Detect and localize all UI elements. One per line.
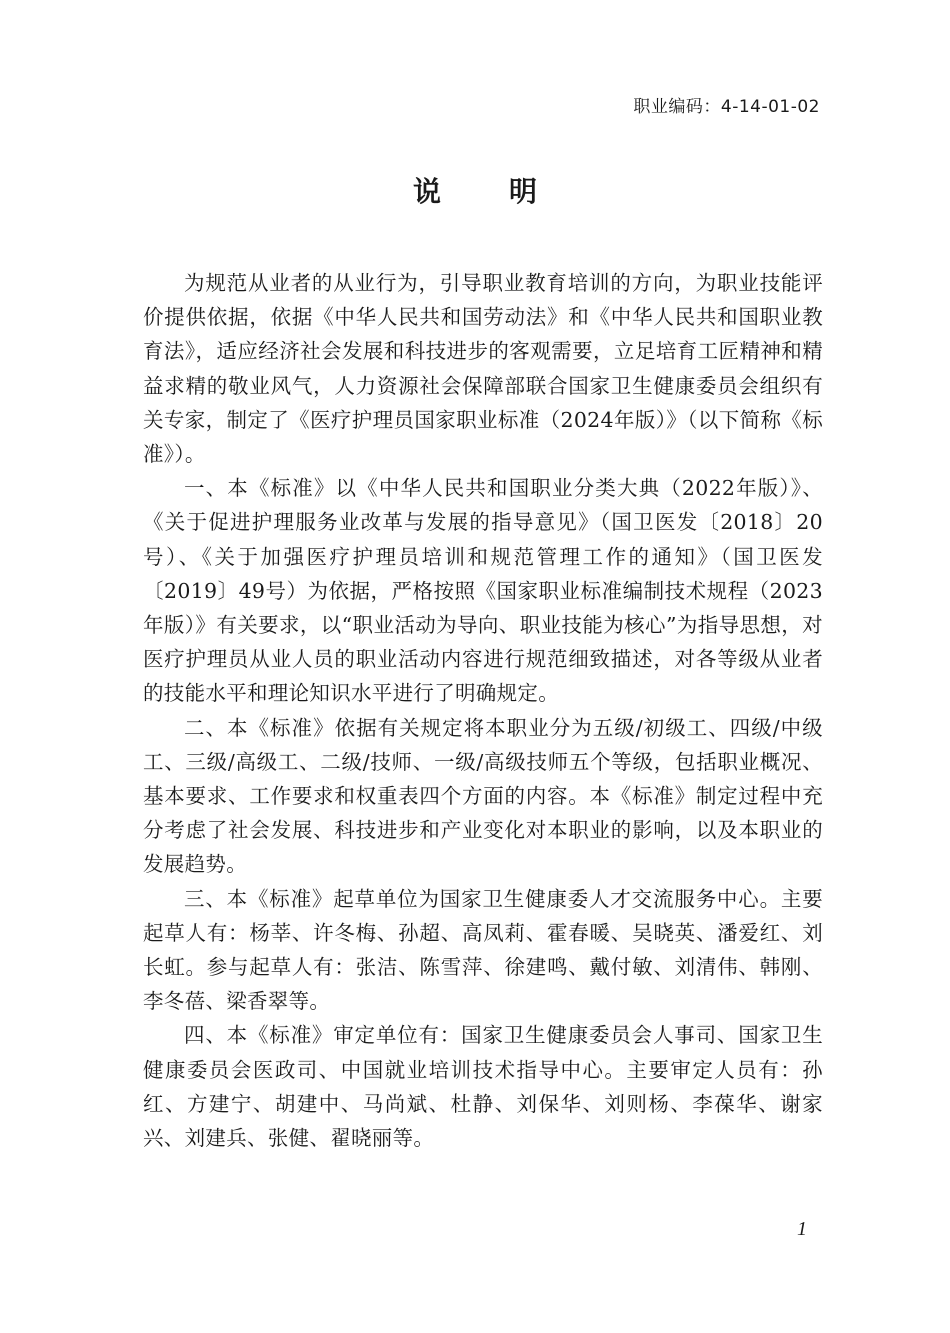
paragraph-levels: 二、本《标准》依据有关规定将本职业分为五级/初级工、四级/中级工、三级/高级工、二级/技师、一级/高级技师五个等级，包括职业概况、基本要求、工作要求和权重表四个方面的内容。本《标准》制定过程中充分考虑了社会发展、科技进步和产业变化对本职业的影响，以及本职业的发展趋势。 xyxy=(143,715,823,877)
paragraph-drafters: 三、本《标准》起草单位为国家卫生健康委人才交流服务中心。主要起草人有：杨莘、许冬梅、孙超、高凤莉、霍春暖、吴晓英、潘爱红、刘长虹。参与起草人有：张洁、陈雪萍、徐建鸣、戴付敏、刘清伟、韩刚、李冬蓓、梁香翠等。 xyxy=(143,886,823,1014)
page-title: 说明 xyxy=(412,175,605,208)
paragraph-basis: 一、本《标准》以《中华人民共和国职业分类大典（2022年版）》、《关于促进护理服务业改革与发展的指导意见》（国卫医发〔2018〕20号）、《关于加强医疗护理员培训和规范管理工作的通知》（国卫医发〔2019〕49号）为依据，严格按照《国家职业标准编制技术规程（2023年版）》有关要求，以“职业活动为导向、职业技能为核心”为指导思想，对医疗护理员从业人员的职业活动内容进行规范细致描述，对各等级从业者的技能水平和理论知识水平进行了明确规定。 xyxy=(143,476,823,706)
body-text xyxy=(143,266,823,1155)
paragraph-intro: 为规范从业者的从业行为，引导职业教育培训的方向，为职业技能评价提供依据，依据《中华人民共和国劳动法》和《中华人民共和国职业教育法》，适应经济社会发展和科技进步的客观需要，立足培育工匠精神和精益求精的敬业风气，人力资源社会保障部联合国家卫生健康委员会组织有关专家，制定了《医疗护理员国家职业标准（2024年版）》（以下简称《标准》）。 xyxy=(143,271,823,467)
occupation-code: 职业编码：4-14-01-02 xyxy=(633,97,820,117)
paragraph-reviewers: 四、本《标准》审定单位有：国家卫生健康委员会人事司、国家卫生健康委员会医政司、中国就业培训技术指导中心。主要审定人员有：孙红、方建宁、胡建中、马尚斌、杜静、刘保华、刘则杨、李葆华、谢家兴、刘建兵、张健、翟晓丽等。 xyxy=(143,1023,823,1151)
page-number: 1 xyxy=(797,1218,807,1240)
